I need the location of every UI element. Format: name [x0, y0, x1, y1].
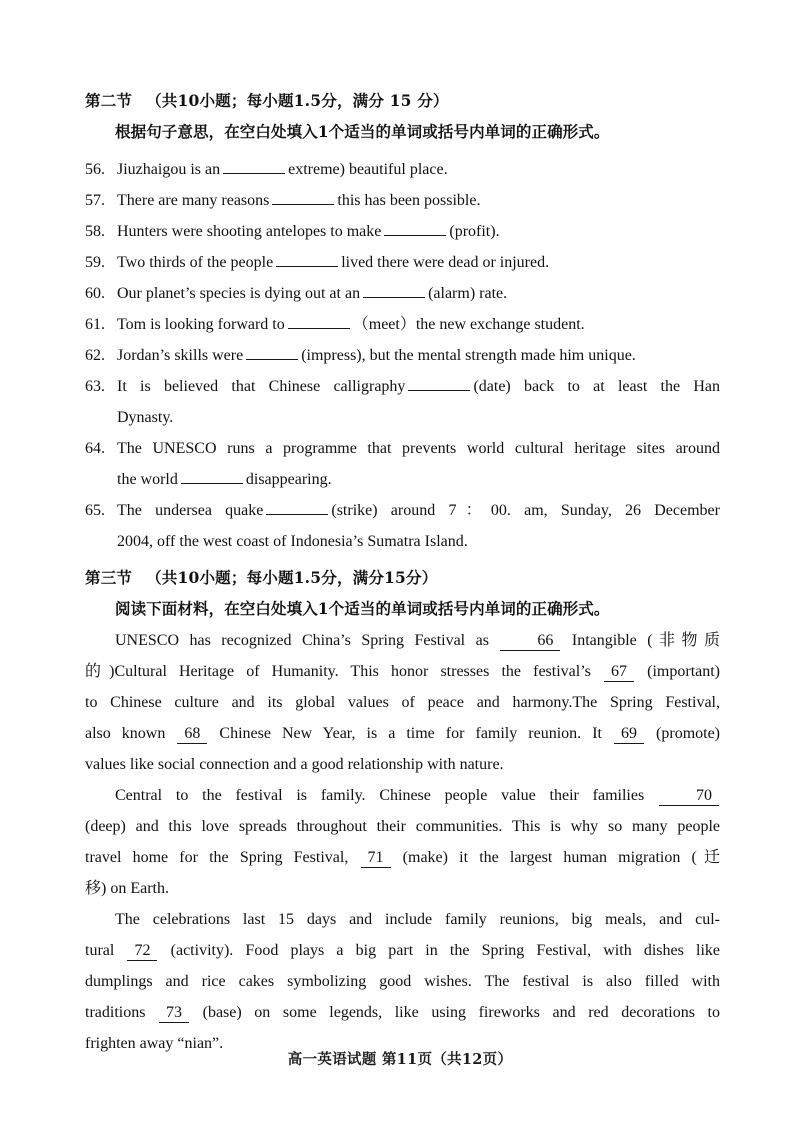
- question-text-before-blank: the world: [117, 471, 178, 488]
- question-body: [117, 309, 720, 340]
- page-content: [85, 86, 720, 1059]
- question-text-after-blank: disappearing.: [245, 471, 332, 488]
- page-footer: 高一英语试题 第11页（共12页）: [287, 1051, 513, 1068]
- passage-line: [85, 997, 720, 1028]
- question-number: 58.: [85, 223, 105, 240]
- question-item: [85, 495, 720, 557]
- question-text-before-blank: There are many reasons: [117, 192, 270, 209]
- question-number: 60.: [85, 285, 105, 302]
- question-text-after-blank: extreme) beautiful place.: [288, 161, 448, 178]
- cloze-passage: [85, 625, 720, 1059]
- numbered-answer-blank[interactable]: 66: [500, 633, 560, 651]
- question-number: 56.: [85, 161, 105, 178]
- answer-blank[interactable]: [181, 470, 243, 484]
- question-item: [85, 433, 720, 495]
- question-text-after-blank: this has been possible.: [337, 192, 481, 209]
- question-body: The UNESCO runs a programme that prevents world cultural heritage sites around: [117, 440, 720, 457]
- answer-blank[interactable]: [276, 253, 338, 267]
- question-text-after-blank: lived there were dead or injured.: [341, 254, 550, 271]
- passage-line: [85, 935, 720, 966]
- passage-text: 的)Cultural Heritage of Humanity. This honor stresses the festival’s: [85, 663, 591, 680]
- passage-text: (base) on some legends, like using fireworks and red decorations to: [202, 1004, 720, 1021]
- passage-text: (activity). Food plays a big part in the Spring Festival, with dishes like: [170, 942, 721, 959]
- passage-text: (deep) and this love spreads throughout their communities. This is why so many people: [85, 818, 720, 835]
- passage-line: [85, 687, 720, 718]
- section-three-heading: [85, 563, 720, 593]
- question-number: 65.: [85, 502, 105, 519]
- question-text-after-blank: (strike) around 7：00. am, Sunday, 26 December: [331, 502, 720, 519]
- numbered-answer-blank[interactable]: 67: [604, 664, 634, 682]
- answer-blank[interactable]: [246, 346, 298, 360]
- question-text-before-blank: Our planet’s species is dying out at an: [117, 285, 361, 302]
- passage-paragraph: [85, 904, 720, 1059]
- section-two-question-list: [85, 154, 720, 557]
- section-two-heading-detail: （共10小题；每小题1.5分，满分 15 分）: [146, 91, 449, 110]
- passage-text: values like social connection and a good relationship with nature.: [85, 756, 504, 773]
- answer-blank[interactable]: [288, 315, 350, 329]
- passage-text: also known: [85, 725, 166, 742]
- passage-text: The celebrations last 15 days and include family reunions, big meals, and cul-: [115, 911, 720, 928]
- question-text-after-blank: (impress), but the mental strength made him unique.: [301, 347, 636, 364]
- passage-text: to Chinese culture and its global values of peace and harmony.The Spring Festival,: [85, 694, 720, 711]
- question-text-after-blank: （meet）the new exchange student.: [352, 316, 585, 333]
- question-item: [85, 278, 720, 309]
- passage-line: [85, 656, 720, 687]
- question-body: [117, 154, 720, 185]
- passage-text: traditions: [85, 1004, 146, 1021]
- answer-blank[interactable]: [408, 377, 470, 391]
- question-body-line2: [117, 464, 720, 495]
- question-body: [117, 247, 720, 278]
- question-number: 57.: [85, 192, 105, 209]
- question-text-before-blank: Jiuzhaigou is an: [117, 161, 221, 178]
- question-text-before-blank: Tom is looking forward to: [117, 316, 285, 333]
- question-body-line2: 2004, off the west coast of Indonesia’s Sumatra Island.: [117, 533, 468, 550]
- question-body: [117, 340, 720, 371]
- answer-blank[interactable]: [272, 191, 334, 205]
- passage-text: Central to the festival is family. Chinese people value their families: [115, 787, 645, 804]
- numbered-answer-blank[interactable]: 70: [659, 788, 719, 806]
- passage-text: dumplings and rice cakes symbolizing good wishes. The festival is also filled with: [85, 973, 720, 990]
- numbered-answer-blank[interactable]: 73: [159, 1005, 189, 1023]
- question-text-after-blank: (date) back to at least the Han: [473, 378, 720, 395]
- section-three-heading-label: 第三节: [85, 568, 133, 587]
- answer-blank[interactable]: [384, 222, 446, 236]
- question-item: [85, 340, 720, 371]
- question-item: [85, 185, 720, 216]
- passage-line: [85, 780, 720, 811]
- question-body: [117, 371, 720, 402]
- numbered-answer-blank[interactable]: 68: [177, 726, 207, 744]
- passage-line: [85, 749, 720, 780]
- question-item: [85, 247, 720, 278]
- question-number: 64.: [85, 440, 105, 457]
- passage-paragraph: [85, 625, 720, 780]
- question-text-after-blank: (alarm) rate.: [428, 285, 508, 302]
- question-number: 59.: [85, 254, 105, 271]
- question-item: [85, 216, 720, 247]
- question-number: 63.: [85, 378, 105, 395]
- passage-line: [85, 842, 720, 873]
- passage-text: travel home for the Spring Festival,: [85, 849, 349, 866]
- section-two-heading-label: 第二节: [85, 91, 133, 110]
- question-item: [85, 371, 720, 433]
- passage-text: UNESCO has recognized China’s Spring Festival as: [115, 632, 489, 649]
- passage-line: [85, 966, 720, 997]
- question-text-before-blank: Two thirds of the people: [117, 254, 274, 271]
- question-item: [85, 154, 720, 185]
- question-number: 62.: [85, 347, 105, 364]
- passage-text: (promote): [656, 725, 721, 742]
- passage-line: [85, 873, 720, 904]
- section-two-heading: [85, 86, 720, 116]
- passage-text: (make) it the largest human migration (迁: [402, 849, 721, 866]
- question-body: [117, 278, 720, 309]
- question-number: 61.: [85, 316, 105, 333]
- answer-blank[interactable]: [223, 160, 285, 174]
- section-three-instruction: 阅读下面材料，在空白处填入1个适当的单词或括号内单词的正确形式。: [115, 599, 610, 618]
- numbered-answer-blank[interactable]: 72: [127, 943, 157, 961]
- passage-text: tural: [85, 942, 115, 959]
- question-text-before-blank: It is believed that Chinese calligraphy: [117, 378, 406, 395]
- question-text-before-blank: The undersea quake: [117, 502, 264, 519]
- passage-line: [85, 718, 720, 749]
- numbered-answer-blank[interactable]: 71: [361, 850, 391, 868]
- passage-text: Chinese New Year, is a time for family reunion. It: [219, 725, 602, 742]
- section-two-instruction: 根据句子意思，在空白处填入1个适当的单词或括号内单词的正确形式。: [115, 122, 610, 141]
- passage-line: [85, 625, 720, 656]
- answer-blank[interactable]: [266, 501, 328, 515]
- question-body: [117, 495, 720, 526]
- passage-text: frighten away “nian”.: [85, 1035, 224, 1052]
- passage-text: 移) on Earth.: [85, 880, 169, 897]
- passage-paragraph: [85, 780, 720, 904]
- question-body-line2: Dynasty.: [117, 409, 174, 426]
- passage-line: [85, 904, 720, 935]
- question-item: [85, 309, 720, 340]
- question-body: [117, 216, 720, 247]
- answer-blank[interactable]: [363, 284, 425, 298]
- passage-text: Intangible (非物质: [571, 632, 721, 649]
- question-text-before-blank: Jordan’s skills were: [117, 347, 244, 364]
- passage-line: [85, 811, 720, 842]
- section-three-heading-detail: （共10小题；每小题1.5分，满分15分）: [146, 568, 438, 587]
- question-body: [117, 185, 720, 216]
- question-text-after-blank: (profit).: [449, 223, 500, 240]
- passage-text: (important): [647, 663, 721, 680]
- numbered-answer-blank[interactable]: 69: [614, 726, 644, 744]
- question-text-before-blank: Hunters were shooting antelopes to make: [117, 223, 382, 240]
